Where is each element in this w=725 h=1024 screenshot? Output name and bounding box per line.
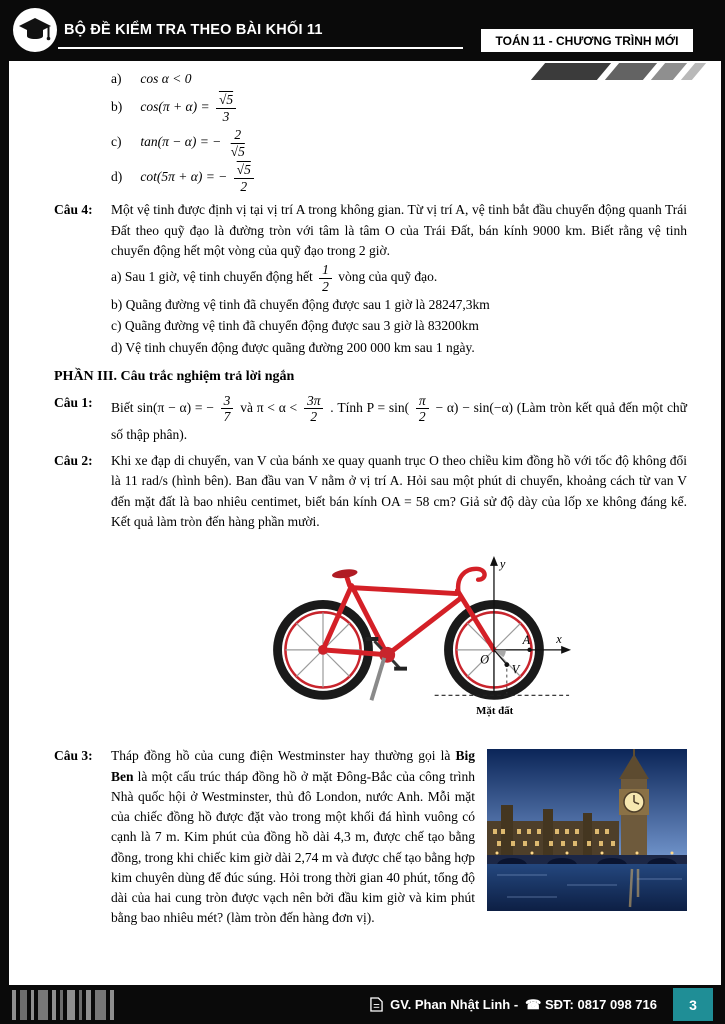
fraction-denominator: 2 (240, 178, 248, 194)
x-axis-label: x (556, 632, 562, 647)
document-icon (370, 997, 383, 1012)
statement-label: d) (111, 169, 123, 185)
bicycle-drawing (239, 544, 575, 732)
fraction-numerator: 2 (231, 127, 244, 144)
fraction-numerator: π (416, 393, 429, 410)
statement-d (111, 162, 687, 194)
option-d: d) Vệ tinh chuyển động được quãng đường 200 000 km sau 1 ngày. (111, 339, 475, 355)
point-o-label: O (480, 652, 490, 667)
option-b: b) Quãng đường vệ tinh đã chuyển động được sau 1 giờ là 28247,3km (111, 297, 490, 313)
header-title: BỘ ĐỀ KIỂM TRA THEO BÀI KHỐI 11 (64, 22, 323, 38)
fraction (319, 262, 332, 294)
fraction (228, 127, 248, 159)
footer-credit (370, 997, 657, 1013)
fraction-numerator: √5 (216, 92, 236, 109)
question-label: Câu 2: (54, 453, 93, 469)
fraction-numerator: 3 (221, 393, 234, 410)
question-2 (54, 451, 687, 532)
y-axis-label: y (499, 556, 506, 571)
big-ben-photo (487, 749, 687, 911)
fraction-denominator: 3 (222, 108, 230, 124)
statement-math: cot(5π + α) = − (140, 169, 228, 185)
logo (12, 7, 58, 53)
fraction-denominator: 2 (322, 278, 329, 294)
big-ben-name: Big Ben (111, 748, 475, 784)
page-right-border (721, 0, 725, 1024)
header-badge: TOÁN 11 - CHƯƠNG TRÌNH MỚI (481, 29, 693, 52)
option-a (111, 262, 687, 294)
fraction-denominator: √5 (230, 143, 245, 159)
fraction-numerator: 1 (319, 262, 332, 279)
fraction-denominator: 2 (310, 409, 318, 425)
math-text: và π < α < (240, 399, 298, 415)
fraction (416, 393, 429, 425)
statement-math: cos(π + α) = (140, 99, 210, 115)
question-1 (54, 393, 687, 445)
point-v-label: V (511, 662, 520, 677)
graduation-cap-icon (12, 7, 58, 53)
fraction-numerator: 3π (304, 393, 324, 410)
statement-math: tan(π − α) = − (140, 134, 222, 150)
header-underline (58, 47, 463, 49)
page-left-border (0, 0, 9, 1024)
math-text: − α) − sin(−α) (Làm tròn kết quả đến một chữ số thập phân). (111, 399, 688, 442)
phone-number: ☎ SĐT: 0817 098 716 (525, 996, 657, 1012)
header-stripes-decoration (538, 63, 699, 80)
fraction-denominator: 7 (223, 409, 231, 425)
question-label: Câu 1: (54, 394, 93, 410)
part3-heading: PHẦN III. Câu trắc nghiệm trả lời ngắn (54, 368, 295, 384)
kickstand (371, 658, 384, 700)
statement-c (111, 127, 687, 159)
bike-seat (331, 568, 358, 580)
page-content (9, 61, 721, 985)
statement-math: cos α < 0 (140, 71, 192, 86)
page-number: 3 (673, 988, 713, 1021)
statement-label: b) (111, 99, 123, 115)
fraction (234, 162, 254, 194)
teacher-name: GV. Phan Nhật Linh - (390, 997, 519, 1012)
bicycle-figure (239, 544, 575, 738)
fraction (216, 92, 236, 124)
statement-label: a) (111, 71, 122, 86)
option-text: a) Sau 1 giờ, vệ tinh chuyển động hết (111, 269, 313, 285)
option-c: c) Quãng đường vệ tinh đã chuyển động được sau 3 giờ là 83200km (111, 318, 479, 334)
question-text: Một vệ tinh được định vị tại vị trí A trong không gian. Từ vị trí A, vệ tinh bắt đầu chuyển động quanh Trái Đất theo quỹ đạo là đường tròn với tâm là tâm O của Trái Đất, bán kính 9000 km. Biết rằng vệ tinh chuyển động hết một vòng của quỹ đạo trong 2 giờ. (111, 202, 687, 258)
ground-label: Mặt đất (476, 705, 514, 718)
option-text: vòng của quỹ đạo. (338, 269, 438, 285)
fraction (304, 393, 324, 425)
question-text: là một cấu trúc tháp đồng hồ ở mặt Đông-Bắc của công trình Nhà quốc hội ở Westminster, thủ đô London, nước Anh. Mỗi mặt của chiếc đồng hồ được đặt vào trong một khối đá hình vuông có cạnh là 7 m. Kim phút của đồng hồ dài 4,3 m, được chế tạo bằng đồng, trong khi chiếc kim giờ dài 2,74 m và được chế tạo bằng hợp kim chuyên dùng để đúc súng. Hỏi trong thời gian 40 phút, tổng độ dài của hai cung tròn được vạch nên bởi đầu kim giờ và kim phút bằng bao nhiêu mét? (làm tròn đến hàng đơn vị). (111, 768, 475, 926)
question-body (111, 746, 687, 928)
math-text: . Tính P = sin( (330, 399, 410, 415)
point-a-label: A (522, 633, 531, 648)
question-label: Câu 3: (54, 748, 93, 764)
barcode-decoration (12, 990, 114, 1020)
question-body (111, 200, 687, 359)
question-body: Khi xe đạp di chuyển, van V của bánh xe quay quanh trục O theo chiều kim đồng hồ với tốc độ không đổi là 11 rad/s (hình bên). Ban đầu van V nằm ở vị trí A. Hỏi sau một phút di chuyển, khoảng cách từ van V đến mặt đất là bao nhiêu centimet, biết bán kính OA = 58 cm? Giả sử độ dày của lốp xe không đáng kể. Kết quả làm tròn đến hàng phần mười. (111, 453, 687, 529)
header-bar (0, 0, 725, 61)
question-label: Câu 4: (54, 202, 93, 218)
statement-b (111, 92, 687, 124)
footer-bar (0, 985, 725, 1024)
statement-label: c) (111, 134, 122, 150)
fraction (221, 393, 234, 425)
fraction-numerator: √5 (234, 162, 254, 179)
fraction-denominator: 2 (418, 409, 426, 425)
question-4 (54, 200, 687, 359)
math-text: Biết sin(π − α) = − (111, 399, 214, 415)
question-text: Tháp đồng hồ của cung điện Westminster hay thường gọi là (111, 748, 456, 764)
question-3 (54, 746, 687, 928)
question-body (111, 393, 687, 445)
